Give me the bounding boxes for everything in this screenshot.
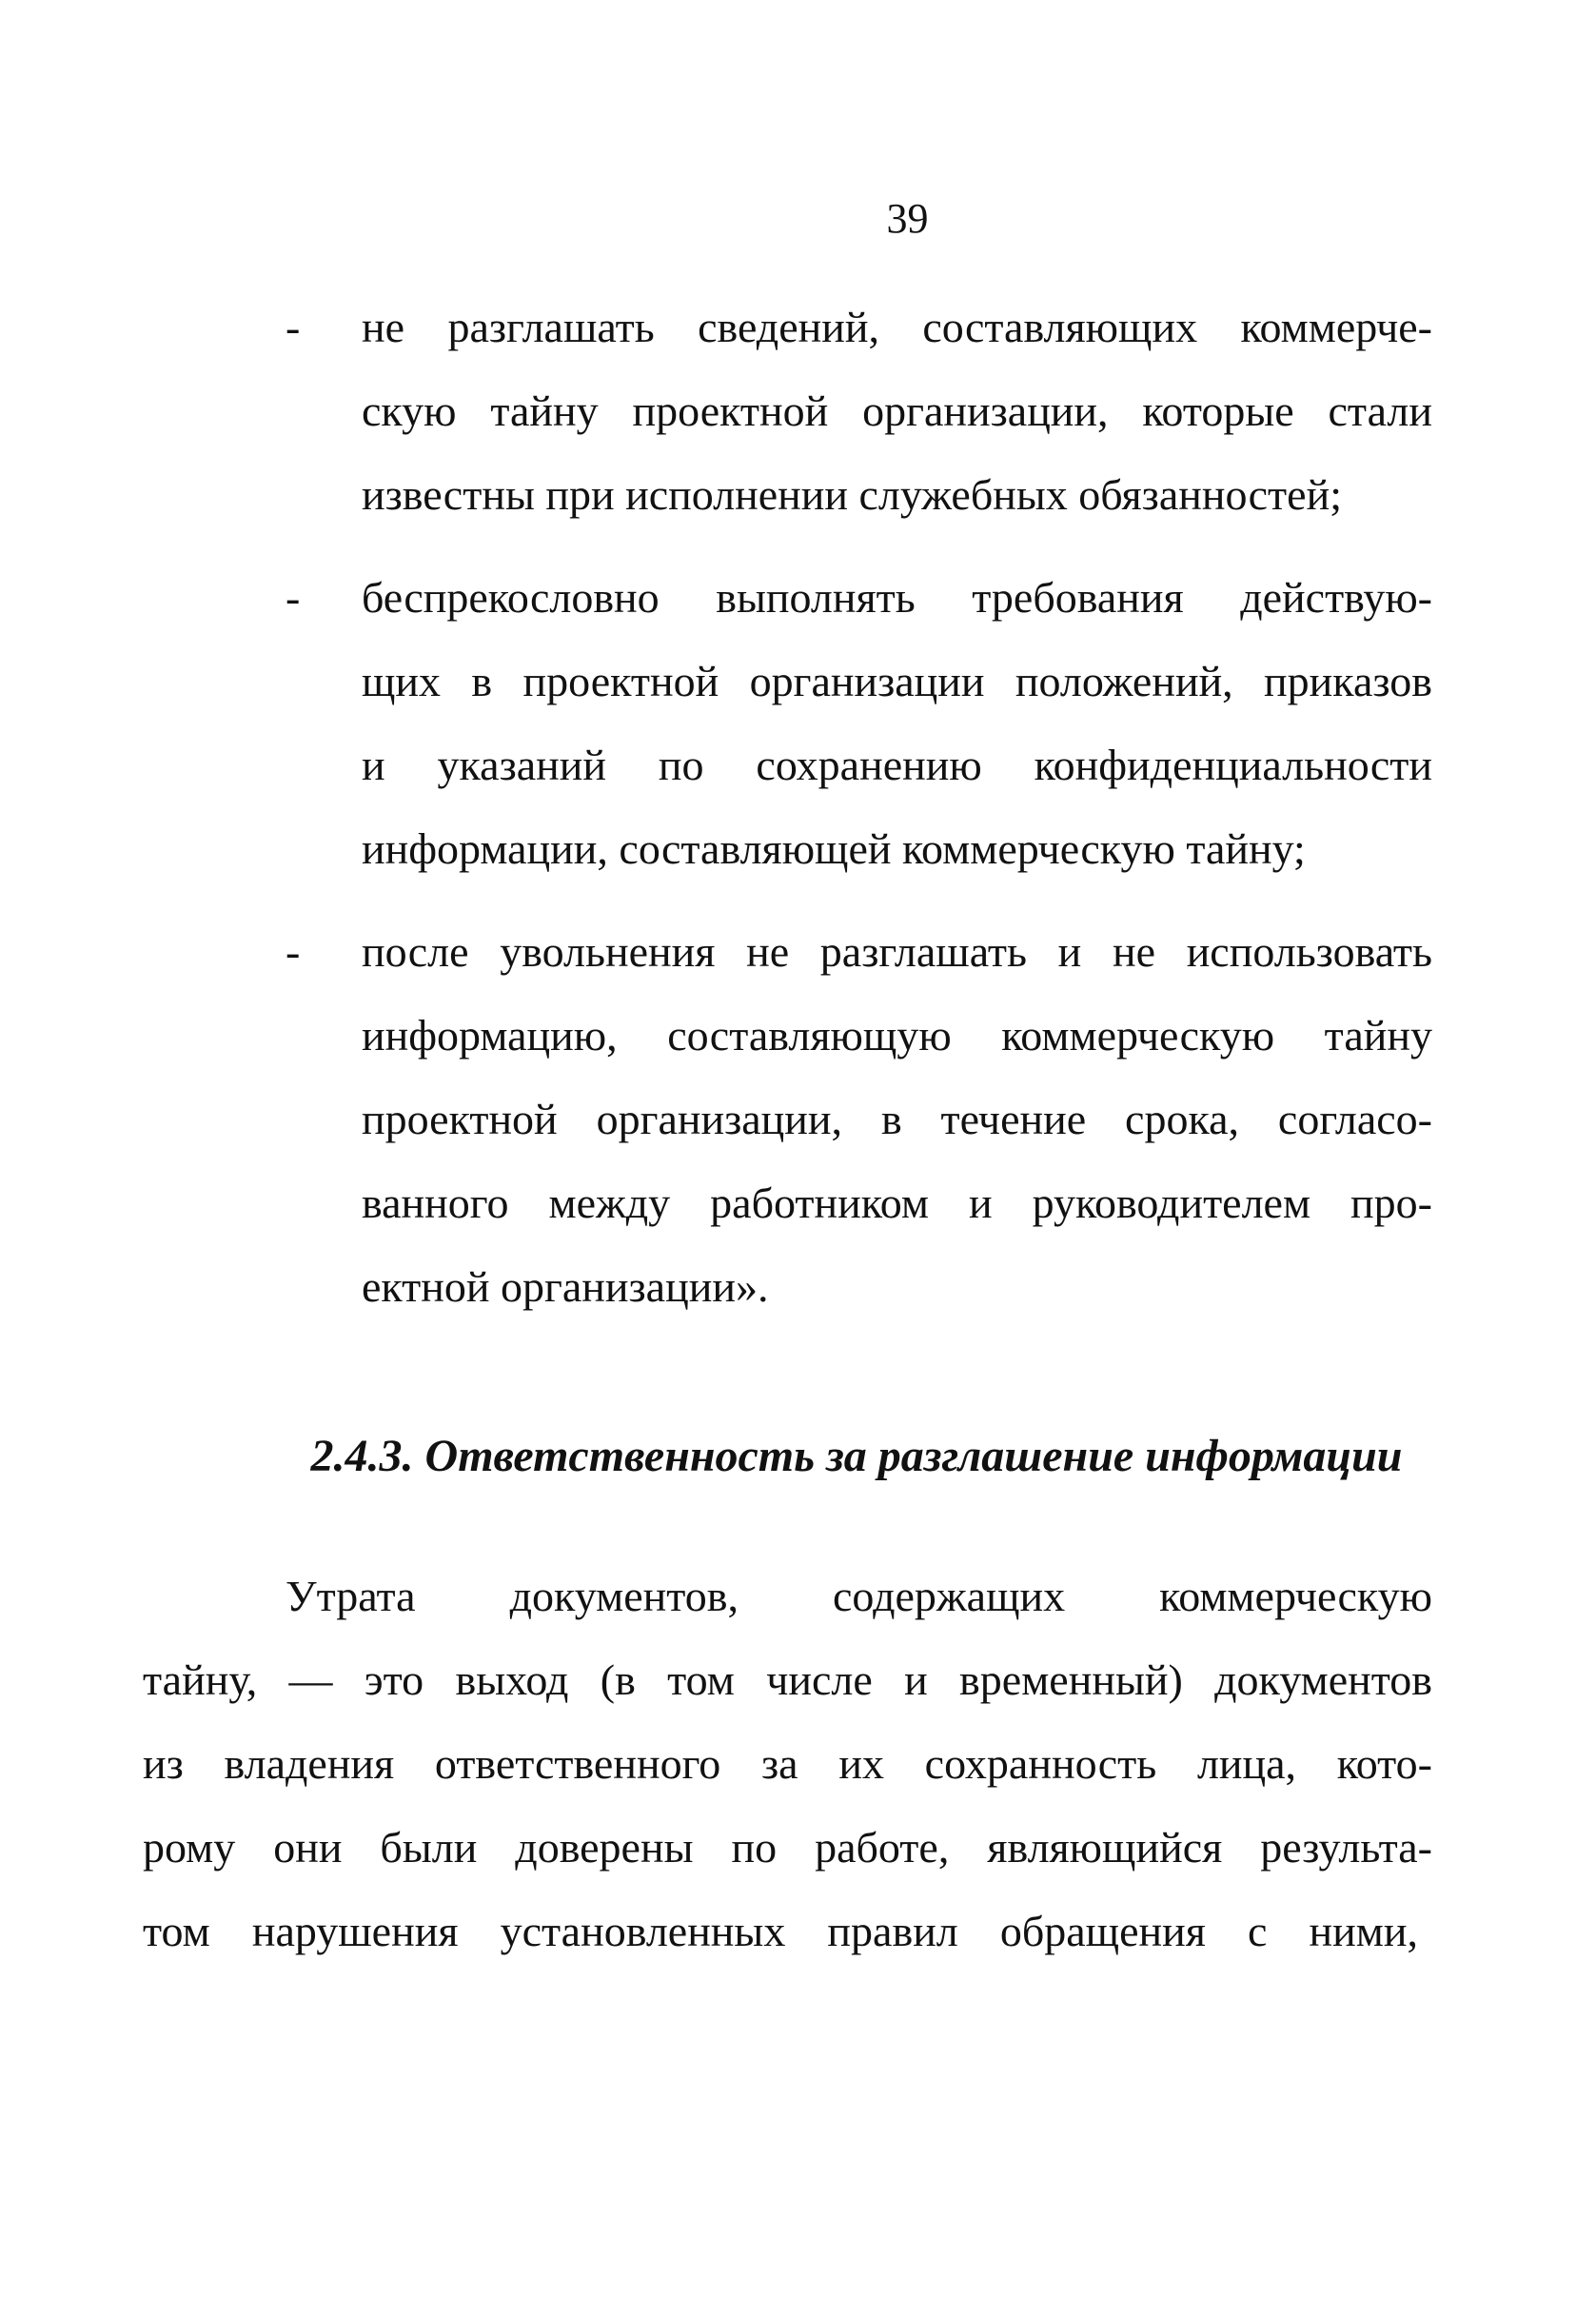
bullet-marker: - [286, 303, 301, 351]
bullet-item-1 [286, 286, 1432, 537]
bullet-marker: - [286, 573, 301, 622]
bullet-text-line: информации, составляющей коммерческую тайну; [362, 824, 1306, 873]
bullet-text-line: после увольнения не разглашать и не использовать [362, 927, 1432, 976]
paragraph-line: тайну, — это выход (в том числе и временный) документов [143, 1655, 1432, 1704]
bullet-text-line: не разглашать сведений, составляющих коммерче- [362, 303, 1432, 351]
paragraph-line: том нарушения установленных правил обращения с ними, [143, 1907, 1418, 1955]
paragraph-line: рому они были доверены по работе, являющийся результа- [143, 1823, 1432, 1872]
paragraph-line: из владения ответственного за их сохранность лица, кото- [143, 1739, 1432, 1788]
bullet-text-line: ванного между работником и руководителем про- [362, 1179, 1432, 1227]
paragraph-line: Утрата документов, содержащих коммерческую [286, 1572, 1432, 1620]
bullet-text-line: проектной организации, в течение срока, согласо- [362, 1095, 1432, 1143]
section-heading: 2.4.3. Ответственность за разглашение информации [310, 1431, 1403, 1481]
bullet-text-line: щих в проектной организации положений, приказов [362, 657, 1432, 705]
bullet-item-2 [286, 556, 1432, 891]
body-paragraph [143, 1555, 1432, 1973]
page-number: 39 [886, 195, 929, 242]
bullet-text-line: известны при исполнении служебных обязанностей; [362, 470, 1342, 519]
bullet-item-3 [286, 910, 1432, 1329]
bullet-marker: - [286, 927, 301, 976]
bullet-text-line: скую тайну проектной организации, которые стали [362, 386, 1432, 435]
bullet-text-line: беспрекословно выполнять требования действую- [362, 573, 1432, 622]
bullet-text-line: и указаний по сохранению конфиденциальности [362, 741, 1432, 789]
bullet-text-line: ектной организации». [362, 1262, 769, 1311]
bullet-text-line: информацию, составляющую коммерческую тайну [362, 1011, 1432, 1060]
bullet-list [286, 286, 1432, 1348]
